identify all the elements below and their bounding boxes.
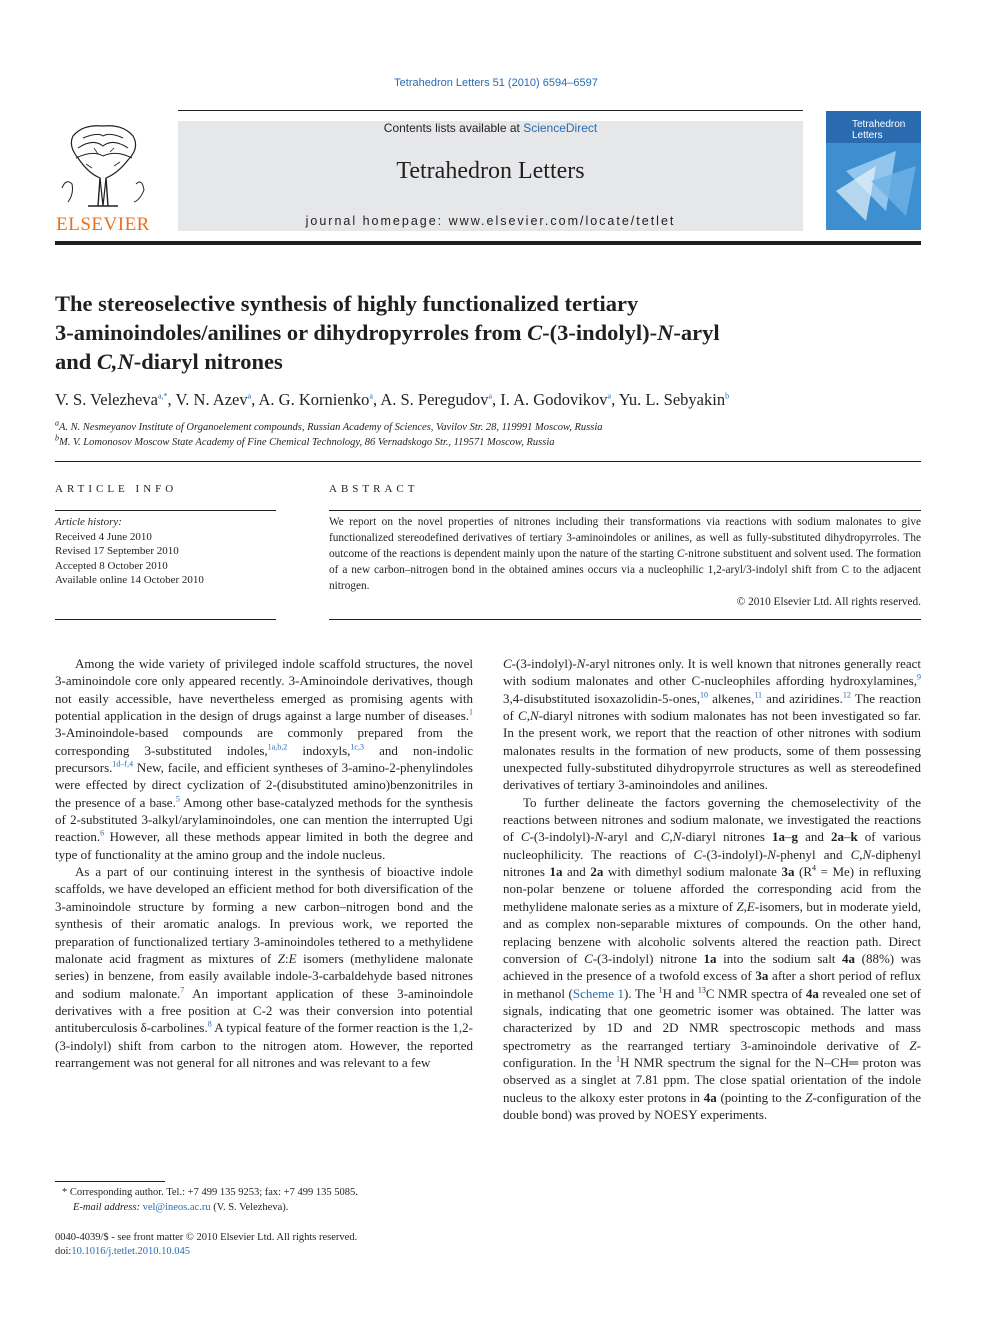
homepage-url[interactable]: www.elsevier.com/locate/tetlet [448, 214, 676, 228]
paragraph: As a part of our continuing interest in the synthesis of bioactive indole scaffolds, we have developed an efficient method for both diversification of the 3-aminoindole structure by forming a new carbon–nitrogen bond and the synthesis of their aromatic analogs. In previous work, we reported the preparation of functionalized tertiary 3-aminoindoles tethered to a methylidene malonate acid fragment as mixtures of Z:E isomers (methylidene malonate series) in benzene, from easily available indole-3-carbaldehyde based nitrones and sodium malonate.$^7$ An important application of these 3-aminoindole derivatives with a free position at C-2 was their conversion into potential antituberculosis δ-carbolines.$^8$ A typical feature of the former reaction is the 1,2-(3-indolyl) shift from carbon to the nitrogen atom. However, the reported rearrangement was not general for all nitrones and was relevant to a few [55, 864, 474, 1070]
journal-citation[interactable]: Tetrahedron Letters 51 (2010) 6594–6597 [394, 77, 598, 89]
journal-cover [826, 111, 921, 230]
author-4[interactable]: A. S. Peregudov [380, 390, 489, 409]
body-column-left [55, 655, 473, 1071]
homepage-prefix: journal homepage: [305, 214, 449, 228]
paragraph: C-(3-indolyl)-N-aryl nitrones only. It is well known that nitrones generally react with sodium malonates and other C-nucleophiles affording hydroxylamines,$^9$ 3,4-disubstituted isoxazolidin-5-ones,$^{10}$ alkenes,$^{11}$ and aziridines.$^{12}$ The reaction of C,N-diaryl nitrones with sodium malonates has not been investigated so far. In the present work, we report that the reaction of other nitrones with sodium malonates results in the formation of new products, some of them possessing unexpected fully-substituted dihydropyrrole structures as well as stereodefined derivatives of tertiary 3-aminoindoles and anilines. [503, 656, 921, 793]
online-date: Available online 14 October 2010 [55, 574, 204, 586]
cover-title-1: Tetrahedron [852, 119, 906, 130]
title-line-3: and C,N-diaryl nitrones [55, 349, 283, 374]
abstract-bottom-rule [329, 619, 921, 620]
affiliation-rule [55, 461, 921, 462]
cover-title-2: Letters [852, 130, 883, 141]
abstract-rule [329, 510, 921, 511]
paragraph: To further delineate the factors governing the chemoselectivity of the reactions between nitrones and sodium malonate, we investigated the reactions of C-(3-indolyl)-N-aryl and C,N-diaryl nitrones 1a–g and 2a–k of various nucleophilicity. The reactions of C-(3-indolyl)-N-phenyl and C,N-diphenyl nitrones 1a and 2a with dimethyl sodium malonate 3a $(R^4 = Me)$ in refluxing non-polar benzene or toluene afforded the corresponding acid from the methylidene malonate series as a mixture of Z,E-isomers, but in moderate yield, and as complex non-separable mixtures of compounds. On the other hand, replacing benzene with alcoholic solvents altered the reaction path. Direct conversion of C-(3-indolyl) nitrone 1a into the sodium salt 4a (88%) was achieved in the presence of a twofold excess of 3a after a short period of reflux in methanol (Scheme 1). The $^1$H and $^{13}$C NMR spectra of 4a revealed one set of signals, indicating that one geometric isomer was obtained. The latter was characterized by 1D and 2D NMR spectroscopic methods and mass spectrometry as the rearranged tertiary 3-aminoindole derivative of Z-configuration. In the $^1$H NMR spectrum the signal for the N–CH═ proton was observed as a singlet at 7.81 ppm. The close spatial orientation of the indole nucleus to the alkoxy ester protons in 4a (pointing to the Z-configuration of the double bond) was proved by NOESY experiments. [503, 794, 922, 1122]
received-date: Received 4 June 2010 [55, 530, 152, 543]
revised-date: Revised 17 September 2010 [55, 545, 179, 557]
copyright: © 2010 Elsevier Ltd. All rights reserved. [736, 595, 921, 608]
author-2[interactable]: V. N. Azev [175, 390, 248, 409]
header-thick-rule [55, 241, 921, 245]
title-line-2: 3-aminoindoles/anilines or dihydropyrroles from C-(3-indolyl)-N-aryl [55, 320, 720, 345]
header-top-rule [178, 110, 803, 111]
author-5[interactable]: I. A. Godovikov [500, 390, 608, 409]
contents-line [178, 121, 803, 135]
author-list: V. S. Velezheva$^{a,*}$, V. N. Azev$^a$, A. G. Kornienko$^a$, A. S. Peregudov$^a$, I. A. Godovikov$^a$, Yu. L. Sebyakin$^b$ [55, 390, 730, 409]
article-info-rule [55, 510, 276, 511]
author-6[interactable]: Yu. L. Sebyakin [618, 390, 726, 409]
footnote-email: E-mail address: vel@ineos.ac.ru (V. S. Velezheva). [73, 1202, 289, 1213]
title-line-1: The stereoselective synthesis of highly functionalized tertiary [55, 291, 639, 316]
publisher-name: ELSEVIER [56, 214, 150, 235]
abstract-heading: ABSTRACT [329, 483, 419, 495]
article-info-heading: ARTICLE INFO [55, 483, 178, 495]
author-3[interactable]: A. G. Kornienko [258, 390, 370, 409]
elsevier-logo [48, 118, 158, 233]
affiliation-b: $^b$M. V. Lomonosov Moscow State Academy of Fine Chemical Technology, 86 Vernadskogo Str., 119571 Moscow, Russia [55, 433, 555, 448]
issn-line: 0040-4039/$ - see front matter © 2010 Elsevier Ltd. All rights reserved. [55, 1232, 358, 1243]
journal-homepage [178, 214, 803, 228]
footnote-corresponding: * Corresponding author. Tel.: +7 499 135 9253; fax: +7 499 135 5085. [62, 1187, 358, 1198]
history-label: Article history: [55, 516, 122, 528]
affiliation-a: $^a$A. N. Nesmeyanov Institute of Organoelement compounds, Russian Academy of Sciences, Vavilov Str. 28, 119991 Moscow, Russia [55, 418, 603, 433]
doi-link[interactable]: 10.1016/j.tetlet.2010.10.045 [71, 1246, 191, 1257]
article-history [55, 515, 276, 588]
paragraph: Among the wide variety of privileged indole scaffold structures, the novel 3-aminoindole core only appeared recently. 3-Aminoindole derivatives, though not easily accessible, have nevertheless emerged as promising agents with potential application in the design of drugs against a large number of diseases.$^1$ 3-Aminoindole-based compounds are commonly prepared from the corresponding 3-substituted indoles,$^{1a,b,2}$ indoxyls,$^{1c,3}$ and non-indolic precursors.$^{1d-f,4}$ New, facile, and efficient syntheses of 3-amino-2-phenylindoles were effected by direct cyclization of 2-(disubstituted amino)benzonitriles in the presence of a base.$^5$ Among other base-catalyzed methods for the synthesis of 2-substituted 3-alkyl/arylaminoindoles, one can mention the interrupted Ugi reaction.$^6$ However, all these methods appear limited in both the degree and type of functionality at the amino group and the indole nucleus. [55, 656, 473, 862]
journal-title: Tetrahedron Letters [396, 158, 585, 184]
accepted-date: Accepted 8 October 2010 [55, 559, 168, 572]
article-title [55, 289, 935, 376]
footnote-rule [55, 1181, 165, 1182]
abstract-text: We report on the novel properties of nitrones including their transformations via reactions with sodium malonates to give functionalized stereodefined derivatives of tertiary 3-aminoindoles or anilines, as well as fully-substituted dihydropyrroles. The outcome of the reactions is dependent mainly upon the nature of the starting C-nitrone substituent and solvent used. The formation of a new carbon–nitrogen bond in the obtained amines occurs via a nucleophilic 1,2-aryl/3-indolyl shift from C to the adjacent nitrogen. © 2010 Elsevier Ltd. All rights reserved. [329, 515, 921, 610]
author-1[interactable]: V. S. Velezheva [55, 390, 158, 409]
article-info-bottom-rule [55, 619, 276, 620]
elsevier-tree-icon [48, 118, 158, 210]
contents-prefix: Contents lists available at [383, 121, 524, 135]
email-link[interactable]: vel@ineos.ac.ru [142, 1202, 211, 1213]
body-column-right [503, 655, 921, 1123]
doi-line: doi:10.1016/j.tetlet.2010.10.045 [55, 1246, 191, 1257]
sciencedirect-link[interactable]: ScienceDirect [523, 121, 598, 135]
